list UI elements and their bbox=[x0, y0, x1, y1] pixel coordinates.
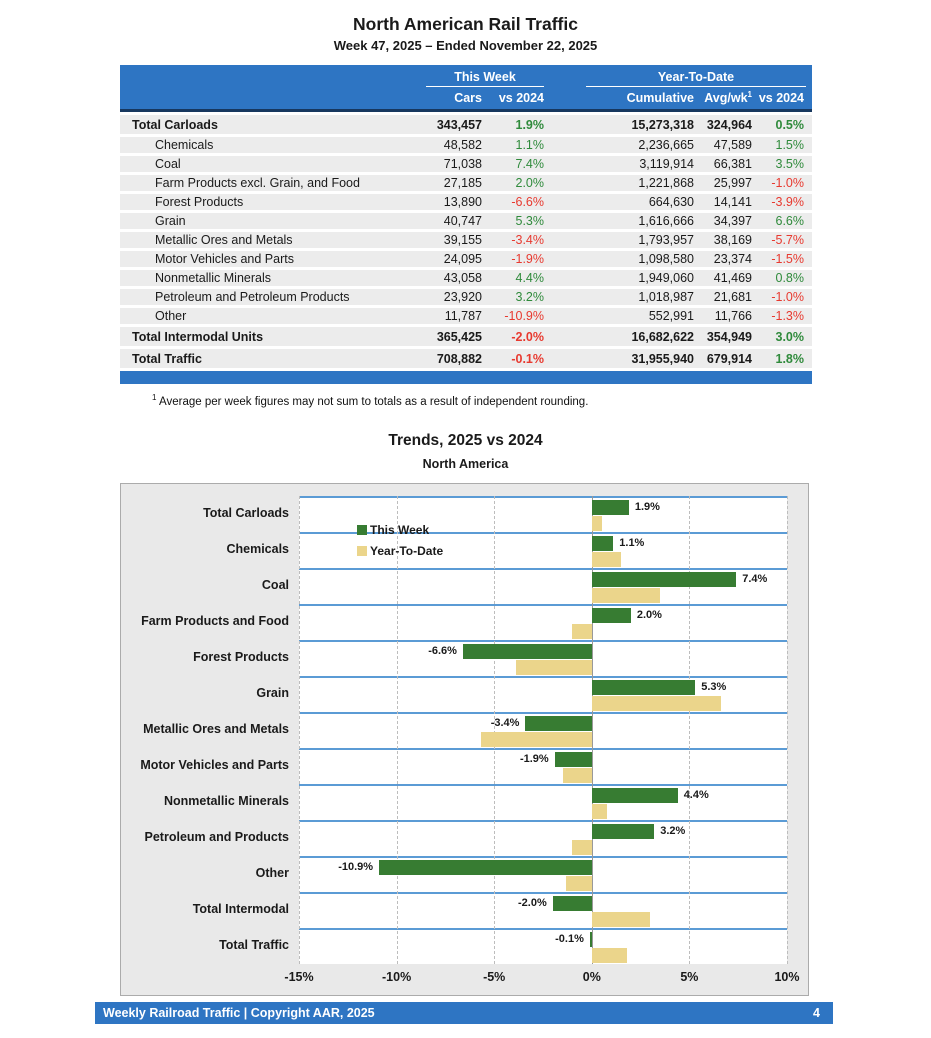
column-group-this-week bbox=[410, 70, 550, 87]
bar-value-label: 2.0% bbox=[636, 608, 662, 621]
table-header bbox=[120, 65, 812, 112]
chart-category-labels bbox=[121, 496, 299, 989]
bar-year-to-date bbox=[592, 552, 621, 567]
bar-year-to-date bbox=[592, 516, 602, 531]
cell-cars: 708,882 bbox=[436, 351, 482, 366]
legend-this-week-label: This Week bbox=[370, 523, 430, 538]
chart-x-axis bbox=[284, 965, 800, 989]
footnote-marker: 1 bbox=[152, 393, 157, 402]
footnote bbox=[152, 393, 931, 408]
cell-cars: 27,185 bbox=[443, 176, 482, 190]
table-row bbox=[120, 232, 812, 248]
footnote-text: Average per week figures may not sum to totals as a result of independent rounding. bbox=[159, 395, 589, 408]
cell-cumulative: 2,236,665 bbox=[638, 138, 694, 152]
row-label: Total Traffic bbox=[132, 351, 202, 366]
bar-value-label: 7.4% bbox=[742, 572, 768, 585]
bar-year-to-date bbox=[572, 624, 592, 639]
chart-legend bbox=[357, 520, 443, 562]
cell-cars: 48,582 bbox=[443, 138, 482, 152]
chart-band bbox=[299, 892, 787, 928]
table-row bbox=[120, 137, 812, 153]
cell-avg-per-week: 41,469 bbox=[713, 271, 752, 285]
cell-avg-per-week: 47,589 bbox=[713, 138, 752, 152]
table-header-groups bbox=[120, 70, 812, 87]
bar-this-week bbox=[592, 608, 631, 623]
bar-year-to-date bbox=[592, 588, 660, 603]
row-label: Total Carloads bbox=[132, 117, 218, 132]
cell-avg-per-week: 21,681 bbox=[713, 290, 752, 304]
cell-cumulative: 1,616,666 bbox=[638, 214, 694, 228]
category-label: Metallic Ores and Metals bbox=[143, 722, 289, 737]
chart-band bbox=[299, 928, 787, 964]
cell-avg-per-week: 324,964 bbox=[706, 117, 752, 132]
bar-year-to-date bbox=[572, 840, 592, 855]
bar-value-label: 4.4% bbox=[683, 788, 709, 801]
bar-value-label: -2.0% bbox=[518, 896, 547, 909]
category-label: Other bbox=[255, 866, 289, 881]
cell-cars: 39,155 bbox=[443, 233, 482, 247]
cell-ytd-vs-2024: 0.5% bbox=[775, 117, 804, 132]
rail-traffic-table bbox=[120, 65, 812, 368]
category-label: Petroleum and Products bbox=[144, 830, 289, 845]
bar-this-week bbox=[592, 572, 736, 587]
cell-cumulative: 16,682,622 bbox=[631, 329, 694, 344]
table-row bbox=[120, 194, 812, 210]
avg-wk-footnote-marker: 1 bbox=[747, 90, 752, 100]
legend-item-year-to-date bbox=[357, 541, 443, 562]
category-label: Motor Vehicles and Parts bbox=[140, 758, 289, 773]
bar-year-to-date bbox=[566, 876, 591, 891]
table-header-columns bbox=[120, 87, 812, 109]
cell-ytd-vs-2024: 1.5% bbox=[775, 138, 804, 152]
this-week-swatch-icon bbox=[357, 525, 367, 535]
cell-cars: 23,920 bbox=[443, 290, 482, 304]
cell-cumulative: 552,991 bbox=[648, 309, 694, 323]
chart-title: Trends, 2025 vs 2024 bbox=[388, 431, 543, 449]
category-label: Total Intermodal bbox=[192, 902, 289, 917]
cell-ytd-vs-2024: -1.5% bbox=[771, 252, 804, 266]
chart-band bbox=[299, 712, 787, 748]
legend-ytd-label: Year-To-Date bbox=[370, 544, 444, 559]
cell-avg-per-week: 23,374 bbox=[713, 252, 752, 266]
cell-cumulative: 1,793,957 bbox=[638, 233, 694, 247]
footer-bar bbox=[95, 1002, 833, 1024]
cell-avg-per-week: 34,397 bbox=[713, 214, 752, 228]
cell-week-vs-2024: 5.3% bbox=[515, 214, 544, 228]
cell-cars: 11,787 bbox=[444, 309, 482, 323]
bar-year-to-date bbox=[516, 660, 592, 675]
column-header-week-vs-2024: vs 2024 bbox=[498, 91, 544, 105]
bar-value-label: 5.3% bbox=[701, 680, 727, 693]
chart-plot-area bbox=[284, 496, 800, 989]
cell-cars: 71,038 bbox=[443, 157, 482, 171]
column-header-ytd-vs-2024: vs 2024 bbox=[758, 91, 804, 105]
cell-avg-per-week: 38,169 bbox=[713, 233, 752, 247]
category-label: Total Carloads bbox=[203, 506, 289, 521]
category-label: Coal bbox=[261, 578, 289, 593]
footer-text: Weekly Railroad Traffic | Copyright AAR, 2025 bbox=[103, 1006, 375, 1020]
cell-ytd-vs-2024: -1.0% bbox=[771, 290, 804, 304]
cell-avg-per-week: 25,997 bbox=[713, 176, 752, 190]
cell-week-vs-2024: 4.4% bbox=[515, 271, 544, 285]
cell-ytd-vs-2024: -1.0% bbox=[771, 176, 804, 190]
cell-avg-per-week: 679,914 bbox=[706, 351, 752, 366]
bar-value-label: -6.6% bbox=[428, 644, 457, 657]
table-row bbox=[120, 349, 812, 368]
chart-band bbox=[299, 604, 787, 640]
cell-week-vs-2024: 7.4% bbox=[515, 157, 544, 171]
cell-ytd-vs-2024: 1.8% bbox=[775, 351, 804, 366]
cell-avg-per-week: 354,949 bbox=[706, 329, 752, 344]
row-label: Motor Vehicles and Parts bbox=[155, 252, 294, 266]
table-row bbox=[120, 115, 812, 134]
bar-year-to-date bbox=[481, 732, 592, 747]
x-tick-label: 10% bbox=[774, 969, 800, 984]
cell-week-vs-2024: -10.9% bbox=[504, 309, 544, 323]
cell-week-vs-2024: -0.1% bbox=[511, 351, 544, 366]
table-row bbox=[120, 327, 812, 346]
cell-cumulative: 1,018,987 bbox=[638, 290, 694, 304]
cell-avg-per-week: 14,141 bbox=[713, 195, 752, 209]
chart-band bbox=[299, 676, 787, 712]
column-header-avg-per-week bbox=[700, 90, 758, 105]
bar-this-week bbox=[592, 824, 654, 839]
year-to-date-swatch-icon bbox=[357, 546, 367, 556]
row-label: Total Intermodal Units bbox=[132, 329, 264, 344]
bar-this-week bbox=[379, 860, 592, 875]
chart-subtitle: North America bbox=[422, 456, 509, 471]
table-row bbox=[120, 289, 812, 305]
bar-value-label: 1.9% bbox=[634, 500, 660, 513]
column-group-this-week-label: This Week bbox=[426, 70, 544, 87]
bar-value-label: -1.9% bbox=[519, 752, 549, 765]
category-label: Nonmetallic Minerals bbox=[163, 794, 289, 809]
row-label: Chemicals bbox=[155, 138, 214, 152]
cell-ytd-vs-2024: 3.0% bbox=[775, 329, 804, 344]
page-title: North American Rail Traffic bbox=[353, 14, 578, 34]
chart-band bbox=[299, 568, 787, 604]
cell-cars: 24,095 bbox=[443, 252, 482, 266]
avg-wk-text: Avg/wk bbox=[704, 91, 748, 106]
trends-chart bbox=[120, 483, 809, 996]
legend-item-this-week bbox=[357, 520, 443, 541]
bar-this-week bbox=[590, 932, 592, 947]
bar-this-week bbox=[592, 500, 629, 515]
column-group-year-to-date bbox=[550, 70, 812, 87]
cell-avg-per-week: 66,381 bbox=[713, 157, 752, 171]
chart-band bbox=[299, 640, 787, 676]
chart-band bbox=[299, 784, 787, 820]
cell-avg-per-week: 11,766 bbox=[714, 309, 752, 323]
row-label: Grain bbox=[155, 214, 186, 228]
cell-cumulative: 1,221,868 bbox=[638, 176, 694, 190]
bar-this-week bbox=[525, 716, 591, 731]
table-row bbox=[120, 270, 812, 286]
bar-this-week bbox=[592, 680, 695, 695]
row-label: Metallic Ores and Metals bbox=[155, 233, 293, 247]
chart-band bbox=[299, 820, 787, 856]
bar-year-to-date bbox=[592, 804, 608, 819]
cell-week-vs-2024: -1.9% bbox=[511, 252, 544, 266]
x-tick-label: -5% bbox=[483, 969, 506, 984]
cell-week-vs-2024: 2.0% bbox=[515, 176, 544, 190]
gridline bbox=[787, 496, 788, 964]
cell-ytd-vs-2024: 0.8% bbox=[775, 271, 804, 285]
cell-cumulative: 3,119,914 bbox=[639, 157, 694, 171]
cell-week-vs-2024: 1.9% bbox=[515, 117, 544, 132]
x-tick-label: 0% bbox=[582, 969, 601, 984]
row-label: Coal bbox=[155, 157, 181, 171]
bar-this-week bbox=[592, 536, 613, 551]
row-label: Nonmetallic Minerals bbox=[155, 271, 272, 285]
category-label: Grain bbox=[256, 686, 289, 701]
row-label: Petroleum and Petroleum Products bbox=[155, 290, 350, 304]
bar-value-label: -3.4% bbox=[490, 716, 520, 729]
gridline bbox=[299, 496, 300, 964]
bar-this-week bbox=[553, 896, 592, 911]
table-row bbox=[120, 251, 812, 267]
cell-cars: 40,747 bbox=[443, 214, 482, 228]
table-row bbox=[120, 308, 812, 324]
row-label: Farm Products excl. Grain, and Food bbox=[155, 176, 360, 190]
bar-value-label: -0.1% bbox=[555, 932, 584, 945]
category-label: Chemicals bbox=[226, 542, 289, 557]
cell-ytd-vs-2024: 3.5% bbox=[775, 157, 804, 171]
bar-value-label: 1.1% bbox=[619, 536, 645, 549]
column-group-ytd-label: Year-To-Date bbox=[586, 70, 806, 87]
bar-year-to-date bbox=[592, 912, 651, 927]
x-tick-label: -15% bbox=[284, 969, 314, 984]
bar-this-week bbox=[555, 752, 592, 767]
page-number: 4 bbox=[813, 1006, 820, 1020]
cell-week-vs-2024: -3.4% bbox=[511, 233, 544, 247]
x-tick-label: 5% bbox=[680, 969, 699, 984]
cell-ytd-vs-2024: -3.9% bbox=[771, 195, 804, 209]
row-label: Other bbox=[155, 309, 187, 323]
cell-week-vs-2024: -2.0% bbox=[511, 329, 544, 344]
chart-band bbox=[299, 856, 787, 892]
gridline bbox=[689, 496, 690, 964]
cell-cars: 365,425 bbox=[436, 329, 482, 344]
row-label: Forest Products bbox=[155, 195, 244, 209]
table-body bbox=[120, 115, 812, 368]
cell-ytd-vs-2024: -1.3% bbox=[771, 309, 804, 323]
x-tick-label: -10% bbox=[382, 969, 412, 984]
cell-cumulative: 31,955,940 bbox=[631, 351, 694, 366]
bar-year-to-date bbox=[563, 768, 592, 783]
table-bottom-rule bbox=[120, 371, 812, 384]
table-row bbox=[120, 156, 812, 172]
header-label-spacer bbox=[120, 70, 410, 87]
cell-cars: 43,058 bbox=[443, 271, 482, 285]
column-header-cars: Cars bbox=[454, 91, 482, 105]
cell-week-vs-2024: 3.2% bbox=[515, 290, 544, 304]
chart-band bbox=[299, 748, 787, 784]
cell-cumulative: 664,630 bbox=[648, 195, 694, 209]
bar-this-week bbox=[463, 644, 592, 659]
cell-week-vs-2024: -6.6% bbox=[511, 195, 544, 209]
bar-this-week bbox=[592, 788, 678, 803]
bar-year-to-date bbox=[592, 696, 721, 711]
chart-bands bbox=[299, 496, 787, 964]
table-row bbox=[120, 175, 812, 191]
cell-cars: 343,457 bbox=[436, 117, 482, 132]
bar-value-label: -10.9% bbox=[338, 860, 374, 873]
cell-cumulative: 15,273,318 bbox=[631, 117, 694, 132]
category-label: Farm Products and Food bbox=[141, 614, 289, 629]
column-header-cumulative: Cumulative bbox=[626, 91, 694, 105]
category-label: Total Traffic bbox=[219, 938, 289, 953]
gridline bbox=[397, 496, 398, 964]
cell-ytd-vs-2024: -5.7% bbox=[771, 233, 804, 247]
page-subtitle: Week 47, 2025 – Ended November 22, 2025 bbox=[333, 38, 598, 53]
cell-ytd-vs-2024: 6.6% bbox=[775, 214, 804, 228]
bar-value-label: 3.2% bbox=[660, 824, 686, 837]
category-label: Forest Products bbox=[193, 650, 289, 665]
chart-body bbox=[121, 496, 808, 989]
cell-cumulative: 1,949,060 bbox=[638, 271, 694, 285]
table-row bbox=[120, 213, 812, 229]
cell-cars: 13,890 bbox=[443, 195, 482, 209]
cell-week-vs-2024: 1.1% bbox=[515, 138, 544, 152]
cell-cumulative: 1,098,580 bbox=[638, 252, 694, 266]
bar-year-to-date bbox=[592, 948, 627, 963]
